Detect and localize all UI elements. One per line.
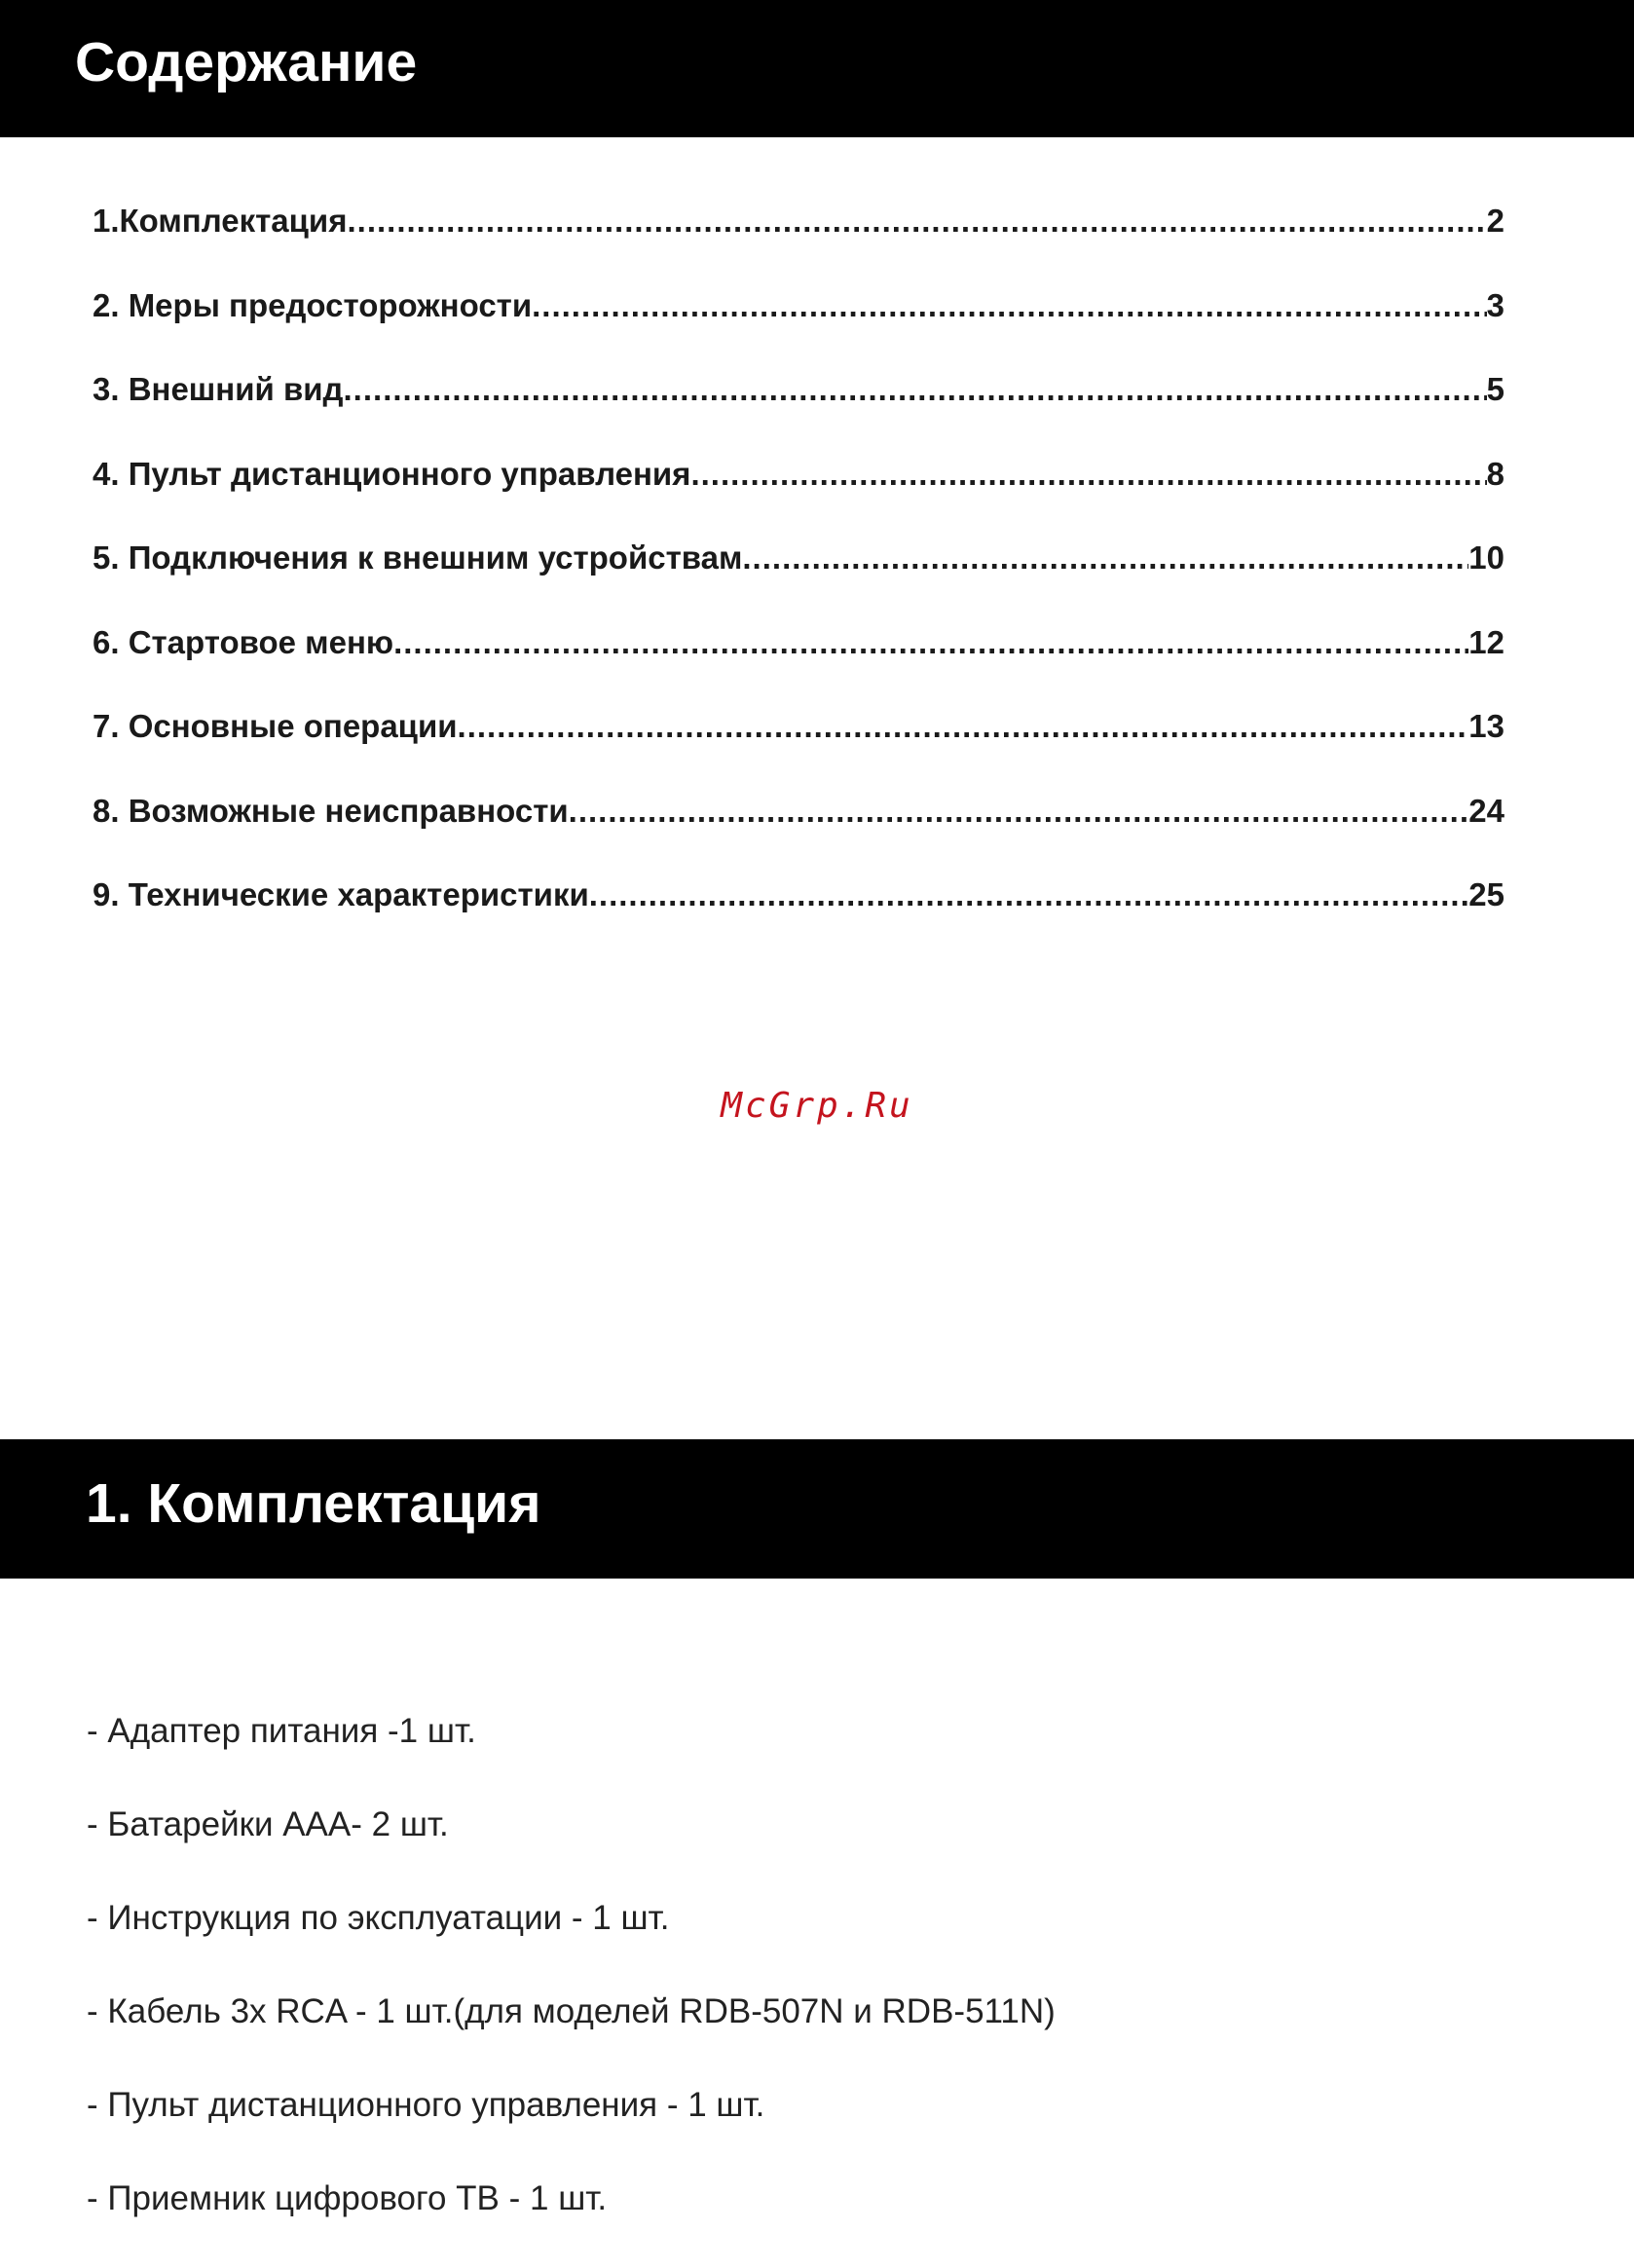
toc-entry-page: 24	[1468, 792, 1504, 829]
list-item: - Кабель 3х RCA - 1 шт.(для моделей RDB-507N и RDB-511N)	[87, 1992, 1056, 2030]
toc-entry-title: 4. Пульт дистанционного управления	[93, 455, 691, 492]
toc-entry[interactable]	[93, 447, 1504, 532]
toc-entry-page: 13	[1468, 708, 1504, 744]
list-item: - Пульт дистанционного управления - 1 шт.	[87, 2086, 765, 2124]
toc-entry-title: 9. Технические характеристики	[93, 876, 589, 912]
toc-entry-title: 5. Подключения к внешним устройствам	[93, 539, 743, 576]
list-item: - Инструкция по эксплуатации - 1 шт.	[87, 1899, 670, 1937]
toc-entry-title: 2. Меры предосторожности	[93, 286, 533, 323]
toc-entry-title: 3. Внешний вид	[93, 371, 344, 407]
toc-entry-title: 8. Возможные неисправности	[93, 792, 569, 829]
toc-entry[interactable]	[93, 194, 1504, 279]
toc-entry-page: 3	[1486, 286, 1504, 323]
toc-leader-dots	[393, 615, 1468, 670]
contents-header-banner	[0, 0, 1634, 137]
table-of-contents	[93, 194, 1504, 952]
toc-entry-page: 2	[1486, 203, 1504, 239]
toc-leader-dots	[458, 699, 1469, 754]
kit-section-title: 1. Комплектация	[86, 1472, 541, 1535]
toc-entry-title: 1.Комплектация	[93, 203, 348, 239]
toc-entry-title: 7. Основные операции	[93, 708, 458, 744]
toc-leader-dots	[690, 447, 1486, 502]
toc-leader-dots	[742, 531, 1468, 585]
toc-leader-dots	[589, 868, 1469, 922]
toc-leader-dots	[569, 784, 1469, 838]
toc-entry[interactable]	[93, 362, 1504, 447]
contents-title: Содержание	[75, 31, 418, 93]
toc-entry-title: 6. Стартовое меню	[93, 623, 394, 660]
toc-entry[interactable]	[93, 279, 1504, 363]
toc-entry-page: 10	[1468, 539, 1504, 576]
toc-entry-page: 25	[1468, 876, 1504, 912]
list-item: - Приемник цифрового ТВ - 1 шт.	[87, 2179, 608, 2217]
toc-entry[interactable]	[93, 784, 1504, 869]
watermark-text: McGrp.Ru	[721, 1086, 913, 1126]
toc-entry-page: 5	[1486, 371, 1504, 407]
toc-entry[interactable]	[93, 531, 1504, 615]
list-item: - Адаптер питания -1 шт.	[87, 1712, 476, 1750]
toc-entry-page: 8	[1486, 455, 1504, 492]
toc-leader-dots	[532, 279, 1487, 333]
toc-entry[interactable]	[93, 699, 1504, 784]
toc-leader-dots	[344, 362, 1487, 417]
list-item: - Батарейки ААА- 2 шт.	[87, 1805, 449, 1843]
toc-entry[interactable]	[93, 615, 1504, 700]
toc-entry[interactable]	[93, 868, 1504, 952]
kit-header-banner	[0, 1439, 1634, 1579]
kit-list	[87, 1707, 1056, 2268]
toc-leader-dots	[347, 194, 1486, 248]
toc-entry-page: 12	[1468, 623, 1504, 660]
